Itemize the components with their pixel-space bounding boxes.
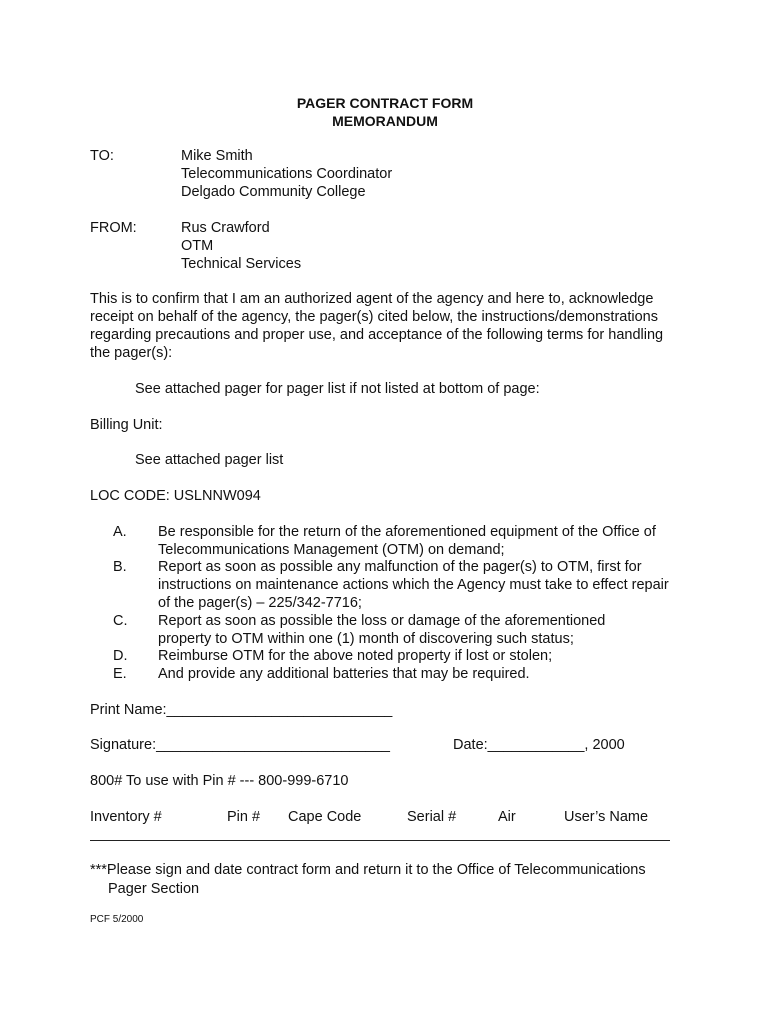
col-serial: Serial # <box>407 809 457 825</box>
billing-unit-label: Billing Unit: <box>90 417 163 433</box>
from-line-dept: Technical Services <box>181 256 302 272</box>
term-c-text: Report as soon as possible the loss or damage of the aforementioned property to OTM within one (1) month of discovering such status; <box>158 613 606 647</box>
term-b-letter: B. <box>113 559 127 575</box>
print-name-field: Print Name:____________________________ <box>90 702 393 718</box>
to-line-org: Delgado Community College <box>181 184 366 200</box>
form-title: PAGER CONTRACT FORM <box>296 95 474 111</box>
to-line-name: Mike Smith <box>181 148 253 164</box>
intro-paragraph: This is to confirm that I am an authorized agent of the agency and here to, acknowledge receipt on behalf of the agency, the pager(s) cited below, the instructions/demonstrations regarding precautions and proper use, and acceptance of the following terms for handling the pager(s): <box>90 291 664 361</box>
term-a-letter: A. <box>113 524 127 540</box>
form-code: PCF 5/2000 <box>90 914 144 925</box>
signature-field: Signature:_____________________________ <box>90 737 390 753</box>
pin-line: 800# To use with Pin # --- 800-999-6710 <box>90 773 349 789</box>
term-e-letter: E. <box>113 666 127 682</box>
term-d-letter: D. <box>113 648 128 664</box>
term-a-text: Be responsible for the return of the aforementioned equipment of the Office of Telecommunications Management (OTM) on demand; <box>158 524 656 558</box>
col-cape-code: Cape Code <box>288 809 362 825</box>
table-rule <box>90 840 670 841</box>
attached-note: See attached pager for pager list if not listed at bottom of page: <box>135 381 540 397</box>
term-d-text: Reimburse OTM for the above noted property if lost or stolen; <box>158 648 553 664</box>
billing-unit-value: See attached pager list <box>135 452 284 468</box>
col-air: Air <box>498 809 516 825</box>
from-line-org: OTM <box>181 238 214 254</box>
from-line-name: Rus Crawford <box>181 220 270 236</box>
form-subtitle: MEMORANDUM <box>332 113 438 129</box>
loc-code: LOC CODE: USLNNW094 <box>90 488 261 504</box>
from-label: FROM: <box>90 220 137 236</box>
date-field: Date:____________, 2000 <box>453 737 625 753</box>
term-c-letter: C. <box>113 613 128 629</box>
col-users-name: User’s Name <box>564 809 649 825</box>
to-label: TO: <box>90 148 114 164</box>
col-pin: Pin # <box>227 809 261 825</box>
footer-note-line2: Pager Section <box>108 881 200 897</box>
footer-note-line1: ***Please sign and date contract form and return it to the Office of Telecommunications <box>90 862 646 878</box>
to-recipient <box>181 147 392 201</box>
from-sender <box>181 219 301 273</box>
to-line-title: Telecommunications Coordinator <box>181 166 393 182</box>
term-b-text: Report as soon as possible any malfunction of the pager(s) to OTM, first for instructions on maintenance actions which the Agency must take to effect repair of the pager(s) – 225/342-7716; <box>158 559 669 611</box>
term-e-text: And provide any additional batteries that may be required. <box>158 666 530 682</box>
col-inventory: Inventory # <box>90 809 162 825</box>
